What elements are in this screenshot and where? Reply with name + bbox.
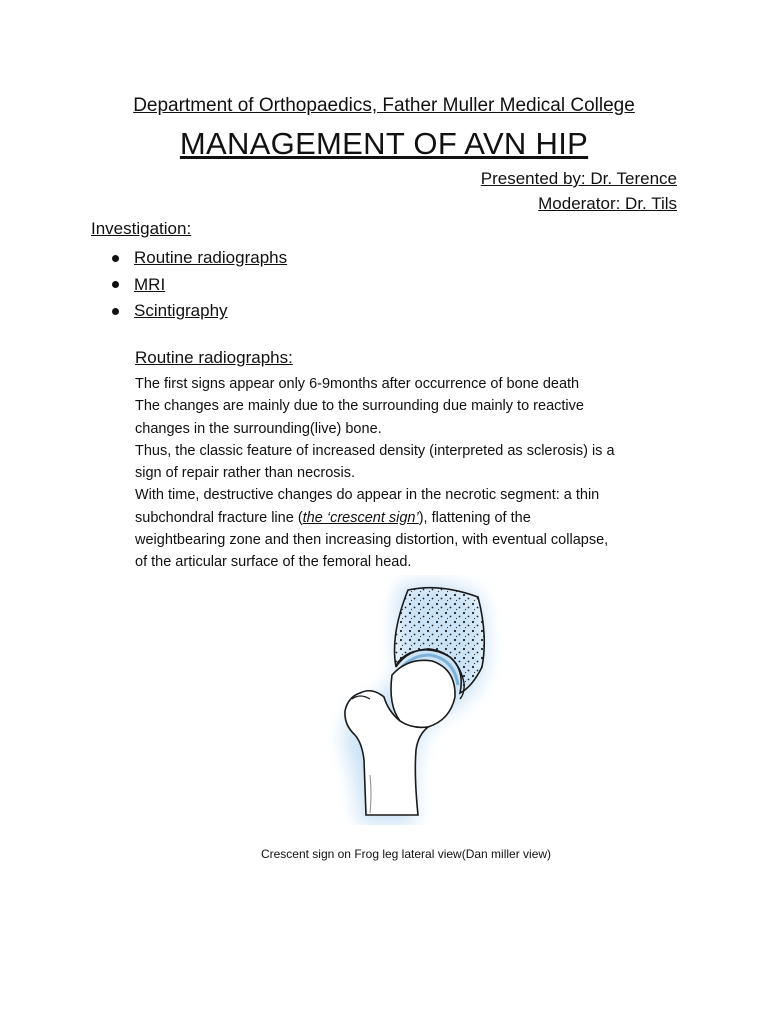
crescent-sign-term: the ‘crescent sign’ <box>302 509 419 526</box>
department-heading: Department of Orthopaedics, Father Muller Medical College <box>133 95 635 116</box>
paragraph-line: of the articular surface of the femoral head. <box>135 554 412 571</box>
list-item-label: MRI <box>134 274 166 294</box>
paragraph-line: With time, destructive changes do appear in the necrotic segment: a thin <box>135 487 600 504</box>
paragraph-text: subchondral fracture line ( <box>135 509 303 526</box>
radiographs-heading: Routine radiographs: <box>135 348 293 367</box>
paragraph-line: weightbearing zone and then increasing distortion, with eventual collapse, <box>135 532 609 549</box>
paragraph-line <box>135 507 680 529</box>
paragraph-text: ), flattening of the <box>418 509 531 526</box>
list-item-label: Routine radiographs <box>134 248 288 268</box>
paragraph-line: The first signs appear only 6-9months after occurrence of bone death <box>135 376 580 392</box>
bullet-icon <box>112 281 119 288</box>
hip-joint-illustration <box>300 575 510 825</box>
bullet-icon <box>112 308 119 315</box>
moderator-line: Moderator: Dr. Tils <box>538 194 677 213</box>
paragraph-line: changes in the surrounding(live) bone. <box>135 420 382 437</box>
list-item <box>112 272 287 299</box>
paragraph-line: sign of repair rather than necrosis. <box>135 465 356 482</box>
investigation-list <box>112 245 287 325</box>
list-item <box>112 245 287 272</box>
document-title: MANAGEMENT OF AVN HIP <box>179 126 589 161</box>
paragraph-line: Thus, the classic feature of increased density (interpreted as sclerosis) is a <box>135 442 615 459</box>
investigation-heading: Investigation: <box>91 219 192 238</box>
bullet-icon <box>112 255 119 262</box>
radiographs-paragraph <box>135 373 680 574</box>
figure-caption: Crescent sign on Frog leg lateral view(Dan miller view) <box>260 847 552 861</box>
list-item <box>112 298 287 325</box>
presenter-line: Presented by: Dr. Terence <box>480 169 677 188</box>
list-item-label: Scintigraphy <box>134 301 228 321</box>
paragraph-line: The changes are mainly due to the surrounding due mainly to reactive <box>135 398 584 415</box>
femoral-head-shape <box>391 660 455 727</box>
